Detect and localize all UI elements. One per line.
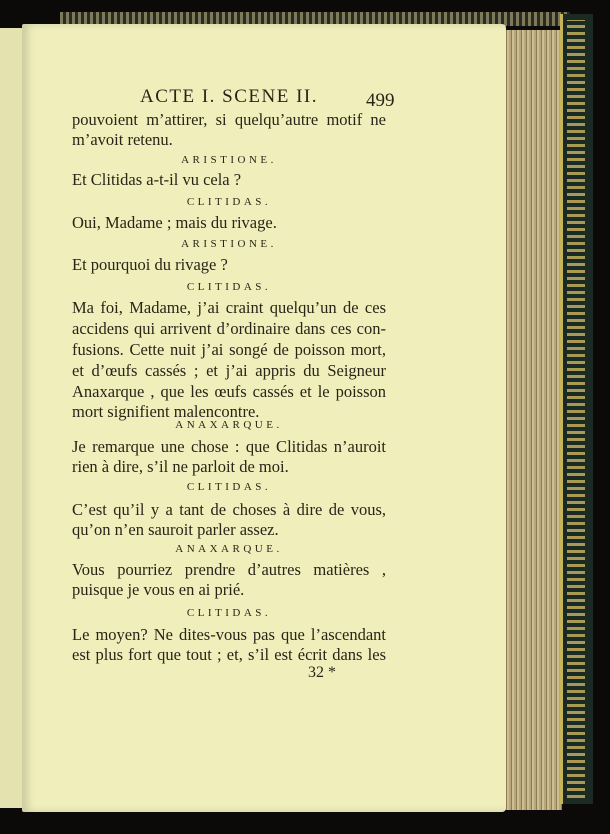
running-title: ACTE I. SCENE II. [140, 86, 319, 107]
text-line: et d’œufs cassés ; et j’ai appris du Seigneur [72, 361, 386, 380]
speaker-name: ARISTIONE. [181, 154, 277, 166]
text-line: qu’on n’en sauroit parler assez. [72, 520, 279, 539]
text-line: Anaxarque , que les œufs cassés et le poisson [72, 382, 386, 401]
text-line: Je remarque une chose : que Clitidas n’auroit [72, 437, 386, 456]
text-line: rien à dire, s’il ne parloit de moi. [72, 457, 289, 476]
text-line: mort signifient malencontre. [72, 402, 260, 421]
text-line: Vous pourriez prendre d’autres matières , [72, 560, 386, 579]
speaker-name: ANAXARQUE. [175, 419, 283, 431]
text-line: fusions. Cette nuit j’ai songé de poisson mort, [72, 340, 386, 359]
speaker-name: CLITIDAS. [186, 607, 272, 619]
text-line: m’avoit retenu. [72, 130, 173, 149]
text-line: pouvoient m’attirer, si quelqu’autre motif ne [72, 110, 386, 129]
decorative-border [567, 20, 585, 798]
text-line: est plus fort que tout ; et, s’il est écrit dans les [72, 645, 386, 664]
signature-mark: 32 * [308, 664, 336, 681]
text-line: Et pourquoi du rivage ? [72, 255, 228, 274]
text-line: Et Clitidas a-t-il vu cela ? [72, 170, 242, 189]
page-block-edges [504, 30, 562, 810]
text-line: Oui, Madame ; mais du rivage. [72, 213, 277, 232]
text-line: puisque je vous en ai prié. [72, 580, 245, 599]
speaker-name: CLITIDAS. [186, 281, 272, 293]
text-line: accidens qui arrivent d’ordinaire dans ces con- [72, 319, 386, 338]
text-line: C’est qu’il y a tant de choses à dire de vous, [72, 500, 386, 519]
speaker-name: ANAXARQUE. [175, 543, 283, 555]
text-line: Ma foi, Madame, j’ai craint quelqu’un de ces [72, 298, 386, 317]
book-cover-spine [560, 14, 593, 804]
facing-page-edge [0, 28, 23, 808]
speaker-name: CLITIDAS. [186, 481, 272, 493]
speaker-name: ARISTIONE. [181, 238, 277, 250]
text-line: Le moyen? Ne dites-vous pas que l’ascendant [72, 625, 386, 644]
page-number: 499 [366, 90, 395, 111]
speaker-name: CLITIDAS. [186, 196, 272, 208]
